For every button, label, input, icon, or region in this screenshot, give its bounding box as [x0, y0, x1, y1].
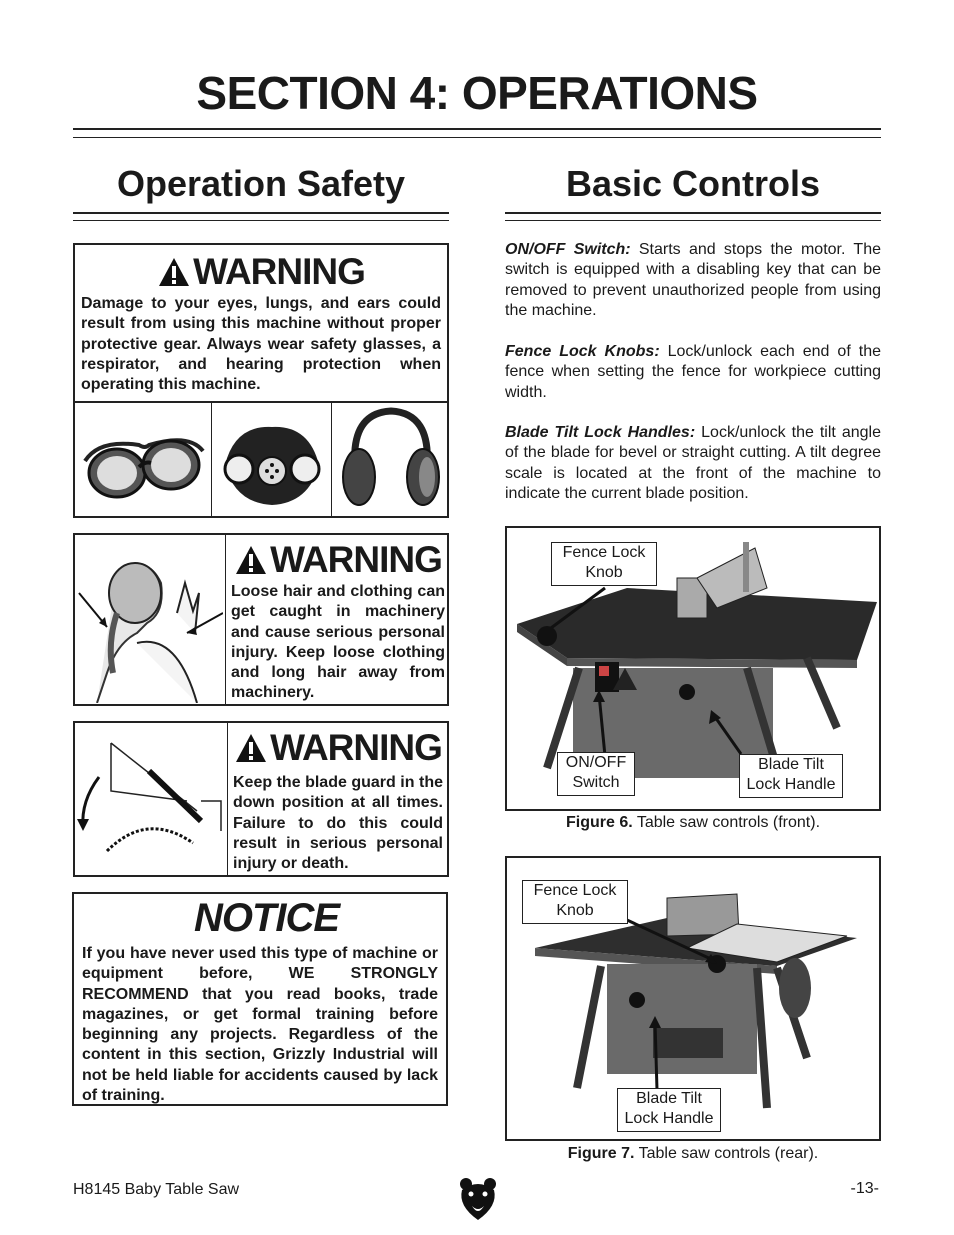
notice-box [72, 892, 448, 1106]
left-heading-rule [73, 212, 449, 214]
warning-heading: WARNING [81, 253, 441, 290]
control-on-off-switch [505, 240, 881, 321]
blade-guard-icon [77, 731, 225, 871]
operation-safety-heading: Operation Safety [116, 163, 406, 204]
warning-text: Damage to your eyes, lungs, and ears could result from using this machine without proper protective gear. Always wear safety glasses, a respirator, and hearing protection when operating this machine. [81, 295, 441, 394]
warning-box-blade-guard [73, 721, 449, 877]
loose-hair-person-icon [77, 553, 223, 703]
warning-text: Keep the blade guard in the down position at all times. Failure to do this could result in serious personal injury or death. [233, 774, 443, 873]
warning-box-ppe [73, 243, 449, 518]
warning-heading: WARNING [231, 541, 445, 578]
warning-triangle-icon [234, 544, 268, 576]
control-term: Fence Lock Knobs: [505, 343, 660, 360]
control-desc: Lock/unlock each end of the fence when setting the fence for workpiece cutting width. [505, 343, 881, 401]
left-heading-rule-thin [73, 220, 449, 221]
figure-7-caption: Figure 7. Table saw controls (rear). [567, 1145, 819, 1162]
warning-triangle-icon [234, 732, 268, 764]
control-blade-tilt-lock-handles [505, 423, 881, 504]
warning-box-hair [73, 533, 449, 706]
right-heading-rule-thin [505, 220, 881, 221]
footer-model: H8145 Baby Table Saw [73, 1181, 240, 1198]
callout-fence-lock-knob: Fence Lock Knob [522, 880, 628, 924]
callout-blade-tilt-lock-handle: Blade Tilt Lock Handle [617, 1088, 721, 1132]
control-desc: Starts and stops the motor. The switch is equipped with a disabling key that can be removed to prevent unauthorized people from using the machine. [505, 241, 881, 319]
grizzly-bear-logo [458, 1176, 498, 1222]
figure-6-caption: Figure 6. Table saw controls (front). [565, 814, 821, 831]
ear-muffs-icon [337, 407, 445, 511]
safety-glasses-icon [79, 411, 207, 511]
title-rule [73, 128, 881, 130]
warning-triangle-icon [157, 256, 191, 288]
notice-text: If you have never used this type of machine or equipment before, WE STRONGLY RECOMMEND that you read books, trade magazines, or get formal training before beginning any projects. Regardless of the content in this section, Grizzly Industrial will not be held liable for accidents caused by lack of training. [82, 945, 438, 1105]
notice-heading: NOTICE [194, 896, 340, 940]
control-desc: Lock/unlock the tilt angle of the blade for bevel or straight cutting. A tilt degree scale is located at the front of the machine to indicate the current blade position. [505, 424, 881, 502]
title-rule-thin [73, 137, 881, 138]
callout-blade-tilt-lock-handle: Blade Tilt Lock Handle [739, 754, 843, 798]
figure-7 [505, 856, 881, 1141]
respirator-icon [215, 415, 329, 511]
callout-on-off-switch: ON/OFF Switch [557, 752, 635, 796]
callout-fence-lock-knob: Fence Lock Knob [551, 542, 657, 586]
footer-page-number: -13- [850, 1180, 879, 1197]
warning-heading: WARNING [233, 729, 443, 766]
section-title: SECTION 4: OPERATIONS [196, 67, 758, 119]
control-fence-lock-knobs [505, 342, 881, 403]
control-term: ON/OFF Switch: [505, 241, 631, 258]
figure-6 [505, 526, 881, 811]
basic-controls-heading: Basic Controls [565, 163, 821, 204]
warning-text: Loose hair and clothing can get caught in machinery and cause serious personal injury. Keep loose clothing and long hair away from machinery. [231, 583, 445, 702]
control-term: Blade Tilt Lock Handles: [505, 424, 696, 441]
right-heading-rule [505, 212, 881, 214]
